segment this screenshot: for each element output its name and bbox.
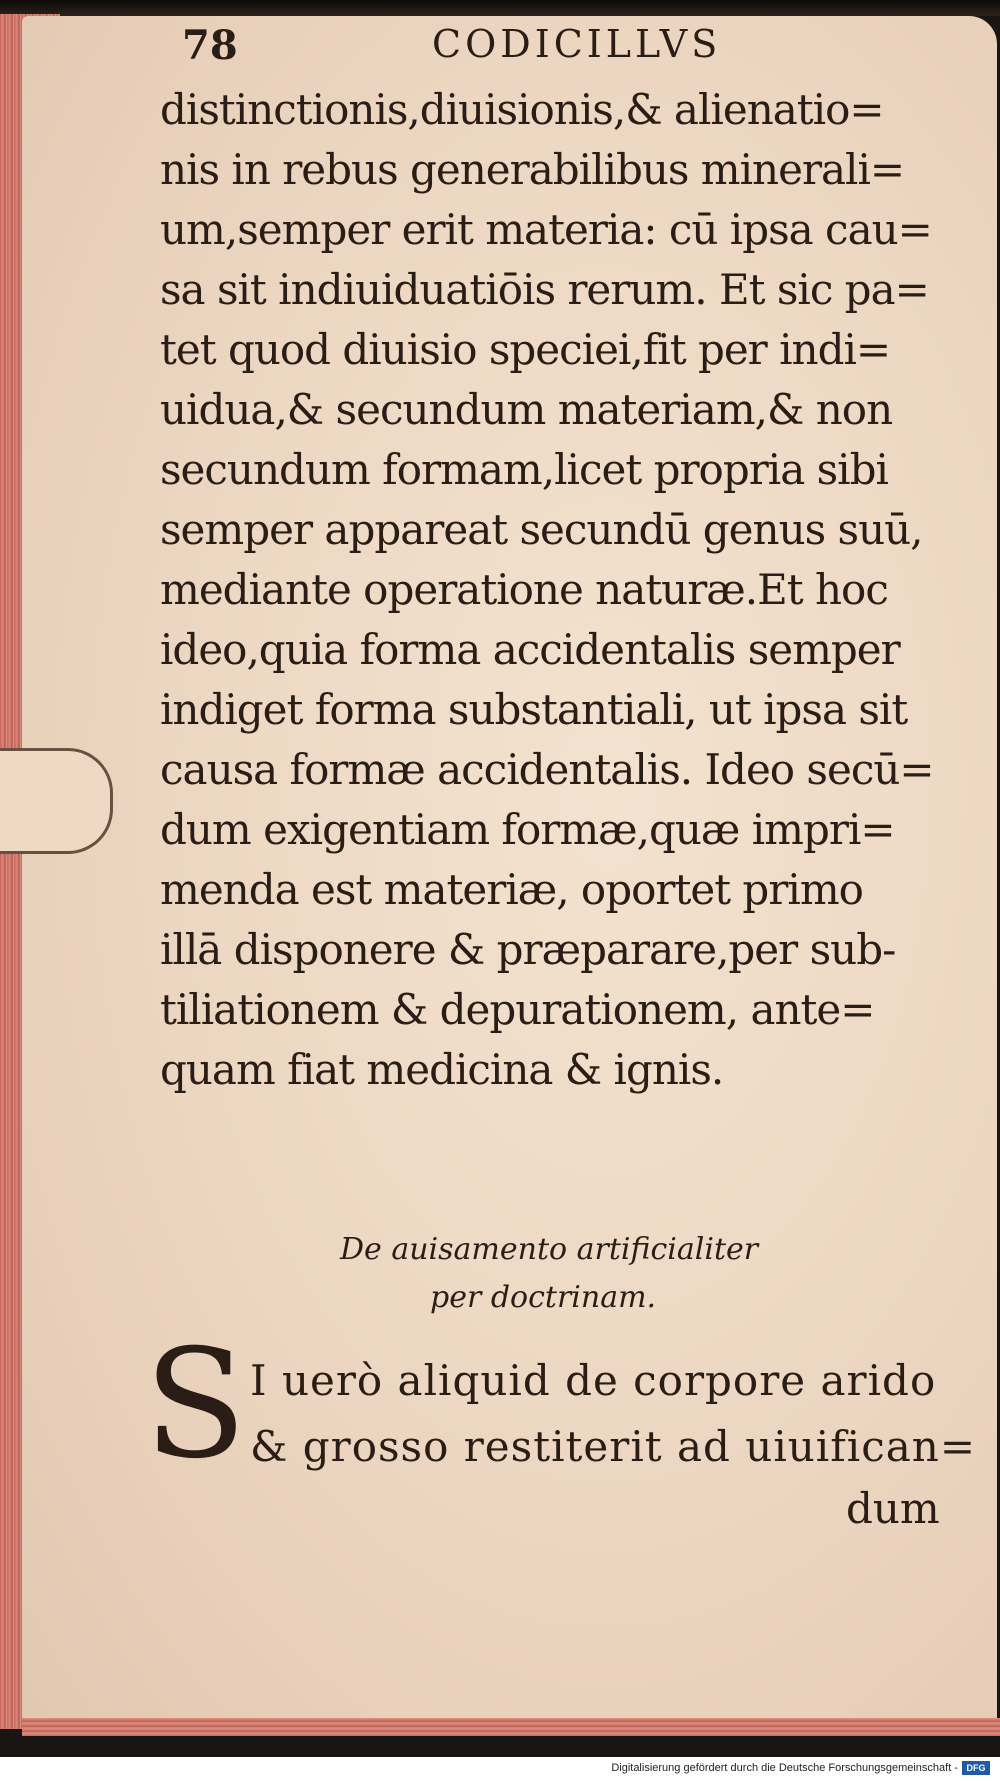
text-line: I uerò aliquid de corpore arido (250, 1356, 937, 1405)
text-line: distinctionis,diuisionis,& alienatio= (160, 85, 884, 134)
text-line: tet quod diuisio speciei,fit per indi= (160, 325, 891, 374)
text-line: indiget forma substantiali, ut ipsa sit (160, 685, 908, 734)
catchword: dum (846, 1484, 940, 1533)
paragraph-2 (250, 1348, 977, 1480)
text-line: mediante operatione naturæ.Et hoc (160, 565, 888, 614)
text-line: & grosso restiterit ad uiuifican= (250, 1422, 977, 1471)
footer-credit: Digitalisierung gefördert durch die Deutsche Forschungsgemeinschaft - (611, 1762, 958, 1774)
body-text (160, 80, 960, 1100)
text-line: semper appareat secundū genus suū, (160, 505, 923, 554)
text-line: menda est materiæ, oportet primo (160, 865, 863, 914)
text-line: nis in rebus generabilibus minerali= (160, 145, 905, 194)
text-line: uidua,& secundum materiam,& non (160, 385, 893, 434)
section-heading-line-2: per doctrinam. (430, 1280, 657, 1315)
drop-cap: S (144, 1318, 247, 1492)
running-head: CODICILLVS (432, 22, 722, 66)
text-line: causa formæ accidentalis. Ideo secū= (160, 745, 934, 794)
text-line: sa sit indiuiduatiōis rerum. Et sic pa= (160, 265, 929, 314)
scan-top-shadow (0, 0, 1000, 16)
text-line: dum exigentiam formæ,quæ impri= (160, 805, 895, 854)
text-line: um,semper erit materia: cū ipsa cau= (160, 205, 932, 254)
text-line: tiliationem & depurationem, ante= (160, 985, 875, 1034)
text-line: illā disponere & præparare,per sub- (160, 925, 896, 974)
text-line: quam fiat medicina & ignis. (160, 1045, 724, 1094)
text-line: secundum formam,licet propria sibi (160, 445, 888, 494)
text-line: ideo,quia forma accidentalis semper (160, 625, 900, 674)
bookmark-tab (0, 748, 113, 854)
book-bottom-edge (22, 1718, 1000, 1736)
page-number: 78 (182, 22, 238, 69)
dfg-logo: DFG (962, 1761, 990, 1775)
section-heading-line-1: De auisamento artificialiter (340, 1232, 759, 1267)
